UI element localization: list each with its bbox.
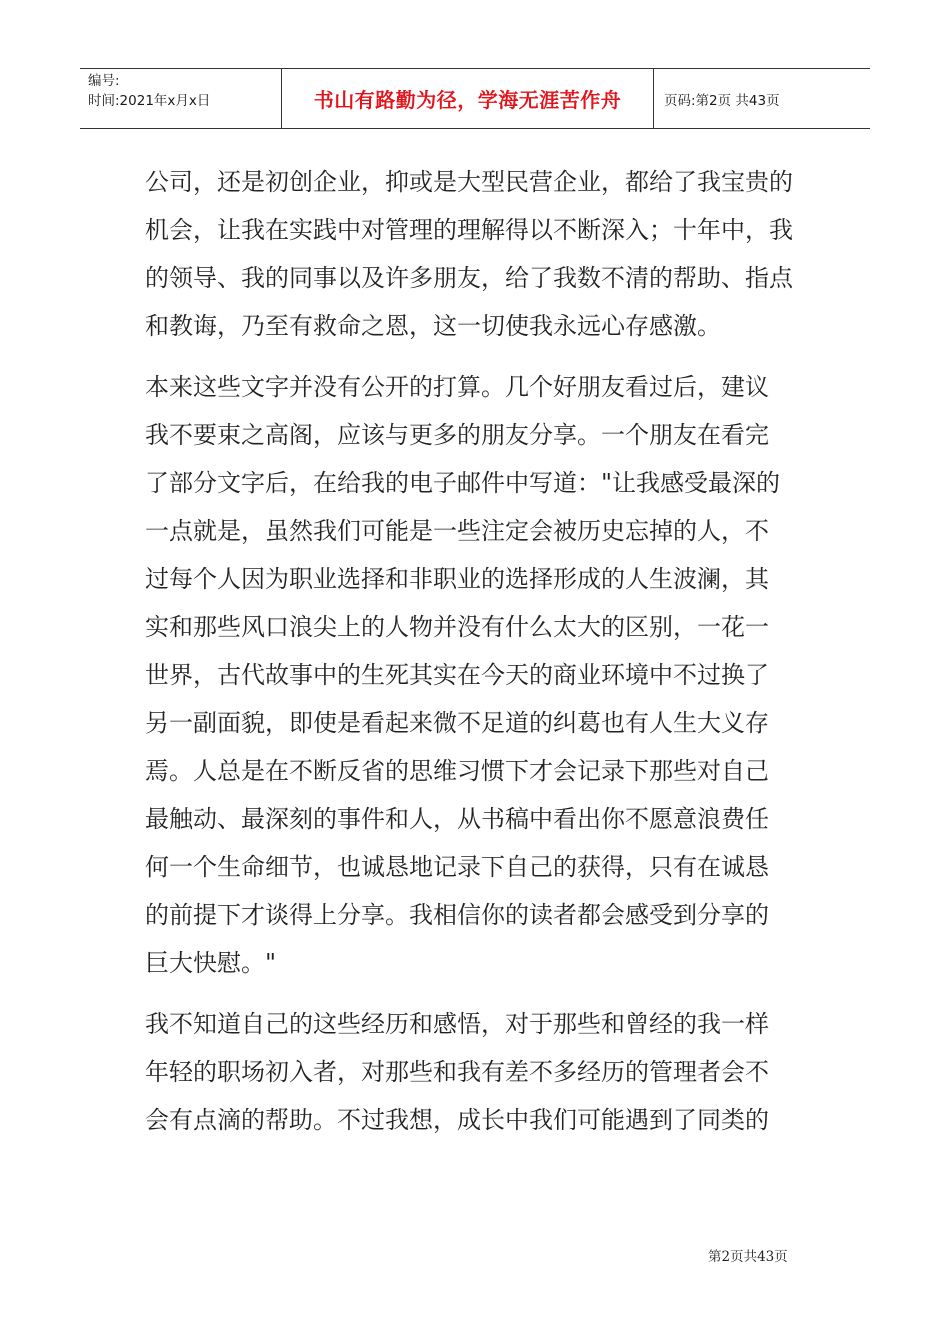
- body-line: 我不知道自己的这些经历和感悟，对于那些和曾经的我一样: [145, 1010, 769, 1038]
- body-line: 的前提下才谈得上分享。我相信你的读者都会感受到分享的: [145, 901, 769, 929]
- body-paragraph: [145, 158, 809, 350]
- body-line: 本来这些文字并没有公开的打算。几个好朋友看过后，建议: [145, 373, 769, 401]
- header-motto: 书山有路勤为径，学海无涯苦作舟: [313, 88, 622, 112]
- body-paragraph: [145, 363, 809, 987]
- body-line: 世界，古代故事中的生死其实在今天的商业环境中不过换了: [145, 661, 769, 689]
- body-paragraph: [145, 1000, 809, 1144]
- body-line: 会有点滴的帮助。不过我想，成长中我们可能遇到了同类的: [145, 1106, 769, 1134]
- document-header: [80, 68, 870, 129]
- body-line: 另一副面貌，即使是看起来微不足道的纠葛也有人生大义存: [145, 709, 769, 737]
- body-line: 年轻的职场初入者，对那些和我有差不多经历的管理者会不: [145, 1058, 769, 1086]
- body-line: 了部分文字后，在给我的电子邮件中写道："让我感受最深的: [145, 469, 781, 497]
- document-body: [145, 158, 809, 1144]
- document-number-label: 编号:: [88, 73, 120, 89]
- header-meta: [80, 69, 282, 128]
- body-line: 实和那些风口浪尖上的人物并没有什么太大的区别，一花一: [145, 613, 769, 641]
- body-line: 我不要束之高阁，应该与更多的朋友分享。一个朋友在看完: [145, 421, 769, 449]
- body-line: 和教诲，乃至有救命之恩，这一切使我永远心存感激。: [145, 312, 721, 340]
- body-line: 焉。人总是在不断反省的思维习惯下才会记录下那些对自己: [145, 757, 769, 785]
- document-time-label: 时间:2021年x月x日: [88, 93, 211, 109]
- header-page-cell: [654, 69, 870, 128]
- header-motto-cell: [282, 69, 654, 128]
- body-line: 机会，让我在实践中对管理的理解得以不断深入；十年中，我: [145, 216, 793, 244]
- body-line: 何一个生命细节，也诚恳地记录下自己的获得，只有在诚恳: [145, 853, 769, 881]
- header-page-code: 页码:第2页 共43页: [664, 92, 780, 109]
- body-line: 一点就是，虽然我们可能是一些注定会被历史忘掉的人，不: [145, 517, 769, 545]
- body-line: 最触动、最深刻的事件和人，从书稿中看出你不愿意浪费任: [145, 805, 769, 833]
- body-line: 公司，还是初创企业，抑或是大型民营企业，都给了我宝贵的: [145, 168, 793, 196]
- body-line: 巨大快慰。": [145, 949, 277, 977]
- page-footer: 第2页共43页: [708, 1249, 788, 1265]
- body-line: 的领导、我的同事以及许多朋友，给了我数不清的帮助、指点: [145, 264, 793, 292]
- body-line: 过每个人因为职业选择和非职业的选择形成的人生波澜，其: [145, 565, 769, 593]
